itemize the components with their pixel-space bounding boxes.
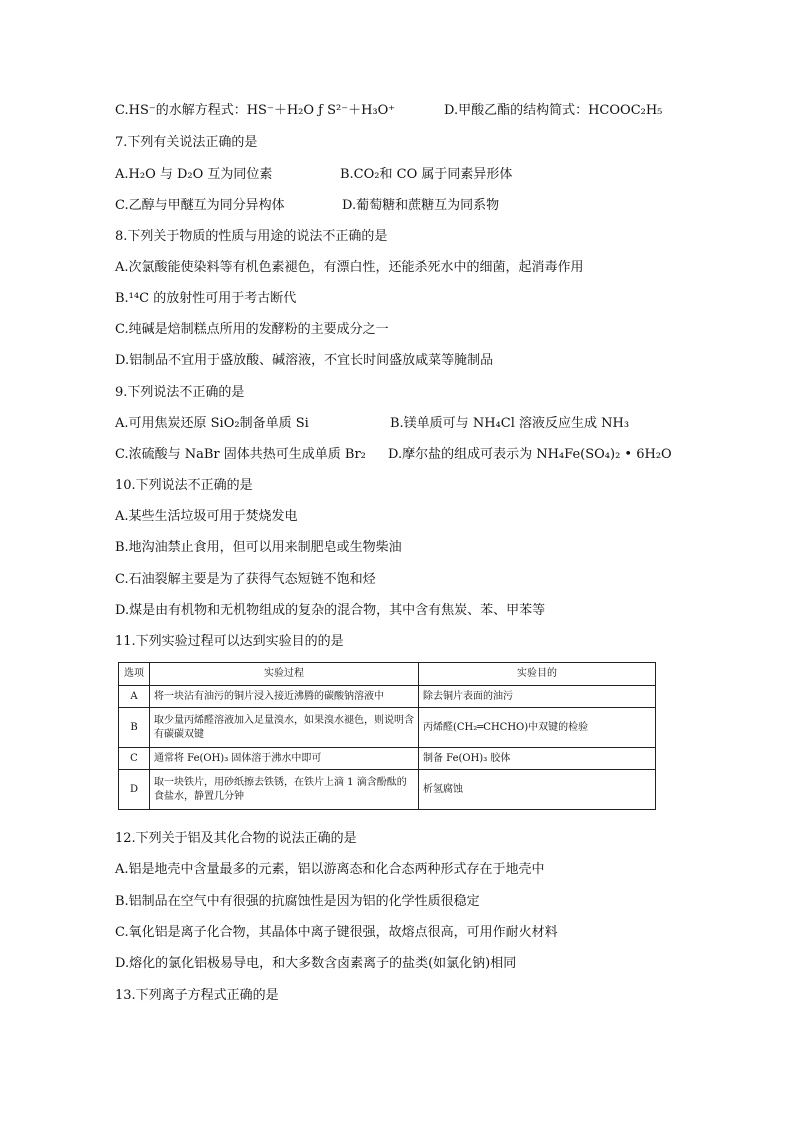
q7-option-c: C.乙醇与甲醚互为同分异构体 xyxy=(115,198,285,213)
q9-option-b: B.镁单质可与 NH₄Cl 溶液反应生成 NH₃ xyxy=(390,416,630,431)
q7-stem: 7.下列有关说法正确的是 xyxy=(115,135,258,150)
header-option: 选项 xyxy=(119,663,150,686)
table-row xyxy=(119,686,656,708)
experiment-table xyxy=(118,662,656,810)
q10-option-a: A.某些生活垃圾可用于焚烧发电 xyxy=(115,509,298,524)
row-goal: 除去铜片表面的油污 xyxy=(419,686,656,708)
row-option: A xyxy=(119,686,150,708)
table-row xyxy=(119,708,656,748)
row-goal: 制备 Fe(OH)₃ 胶体 xyxy=(419,748,656,770)
table-header-row xyxy=(119,663,656,686)
q10-option-b: B.地沟油禁止食用，但可以用来制肥皂或生物柴油 xyxy=(115,540,402,555)
q11-stem: 11.下列实验过程可以达到实验目的的是 xyxy=(115,634,344,649)
row-process: 取少量丙烯醛溶液加入足量溴水，如果溴水褪色，则说明含有碳碳双键 xyxy=(150,708,419,748)
table-row xyxy=(119,748,656,770)
row-goal: 析氢腐蚀 xyxy=(419,770,656,810)
q8-option-c: C.纯碱是焙制糕点所用的发酵粉的主要成分之一 xyxy=(115,322,389,337)
q7-option-d: D.葡萄糖和蔗糖互为同系物 xyxy=(342,198,500,213)
header-process: 实验过程 xyxy=(150,663,419,686)
q7-option-b: B.CO₂和 CO 属于同素异形体 xyxy=(340,167,513,182)
q12-option-c: C.氧化铝是离子化合物，其晶体中离子键很强，故熔点很高，可用作耐火材料 xyxy=(115,925,558,940)
row-goal: 丙烯醛(CH₂═CHCHO)中双键的检验 xyxy=(419,708,656,748)
q8-option-a: A.次氯酸能使染料等有机色素褪色，有漂白性，还能杀死水中的细菌，起消毒作用 xyxy=(115,260,584,275)
q13-stem: 13.下列离子方程式正确的是 xyxy=(115,988,279,1003)
q12-option-a: A.铝是地壳中含量最多的元素，铝以游离态和化合态两种形式存在于地壳中 xyxy=(115,862,545,877)
q8-option-d: D.铝制品不宜用于盛放酸、碱溶液，不宜长时间盛放咸菜等腌制品 xyxy=(115,353,494,368)
q9-option-a: A.可用焦炭还原 SiO₂制备单质 Si xyxy=(115,416,309,431)
q10-option-c: C.石油裂解主要是为了获得气态短链不饱和烃 xyxy=(115,572,376,587)
q6-option-c: C.HS⁻的水解方程式：HS⁻＋H₂O ƒ S²⁻＋H₃O⁺ xyxy=(115,103,396,118)
q10-stem: 10.下列说法不正确的是 xyxy=(115,478,253,493)
q12-option-d: D.熔化的氯化铝极易导电，和大多数含卤素离子的盐类(如氯化钠)相同 xyxy=(115,956,517,971)
q8-stem: 8.下列关于物质的性质与用途的说法不正确的是 xyxy=(115,229,388,244)
row-process: 取一块铁片，用砂纸擦去铁锈，在铁片上滴 1 滴含酚酞的食盐水，静置几分钟 xyxy=(150,770,419,810)
table-row xyxy=(119,770,656,810)
row-process: 通常将 Fe(OH)₃ 固体溶于沸水中即可 xyxy=(150,748,419,770)
row-option: D xyxy=(119,770,150,810)
header-goal: 实验目的 xyxy=(419,663,656,686)
row-option: C xyxy=(119,748,150,770)
q9-stem: 9.下列说法不正确的是 xyxy=(115,385,245,400)
q6-option-d: D.甲酸乙酯的结构简式：HCOOC₂H₅ xyxy=(444,103,663,118)
q9-option-d: D.摩尔盐的组成可表示为 NH₄Fe(SO₄)₂ • 6H₂O xyxy=(388,447,672,462)
q9-option-c: C.浓硫酸与 NaBr 固体共热可生成单质 Br₂ xyxy=(115,447,366,462)
q7-option-a: A.H₂O 与 D₂O 互为同位素 xyxy=(115,167,273,182)
q10-option-d: D.煤是由有机物和无机物组成的复杂的混合物，其中含有焦炭、苯、甲苯等 xyxy=(115,603,546,618)
q12-option-b: B.铝制品在空气中有很强的抗腐蚀性是因为铝的化学性质很稳定 xyxy=(115,894,480,909)
q12-stem: 12.下列关于铝及其化合物的说法正确的是 xyxy=(115,831,357,846)
q8-option-b: B.¹⁴C 的放射性可用于考古断代 xyxy=(115,291,297,306)
row-process: 将一块沾有油污的铜片浸入接近沸腾的碳酸钠溶液中 xyxy=(150,686,419,708)
row-option: B xyxy=(119,708,150,748)
